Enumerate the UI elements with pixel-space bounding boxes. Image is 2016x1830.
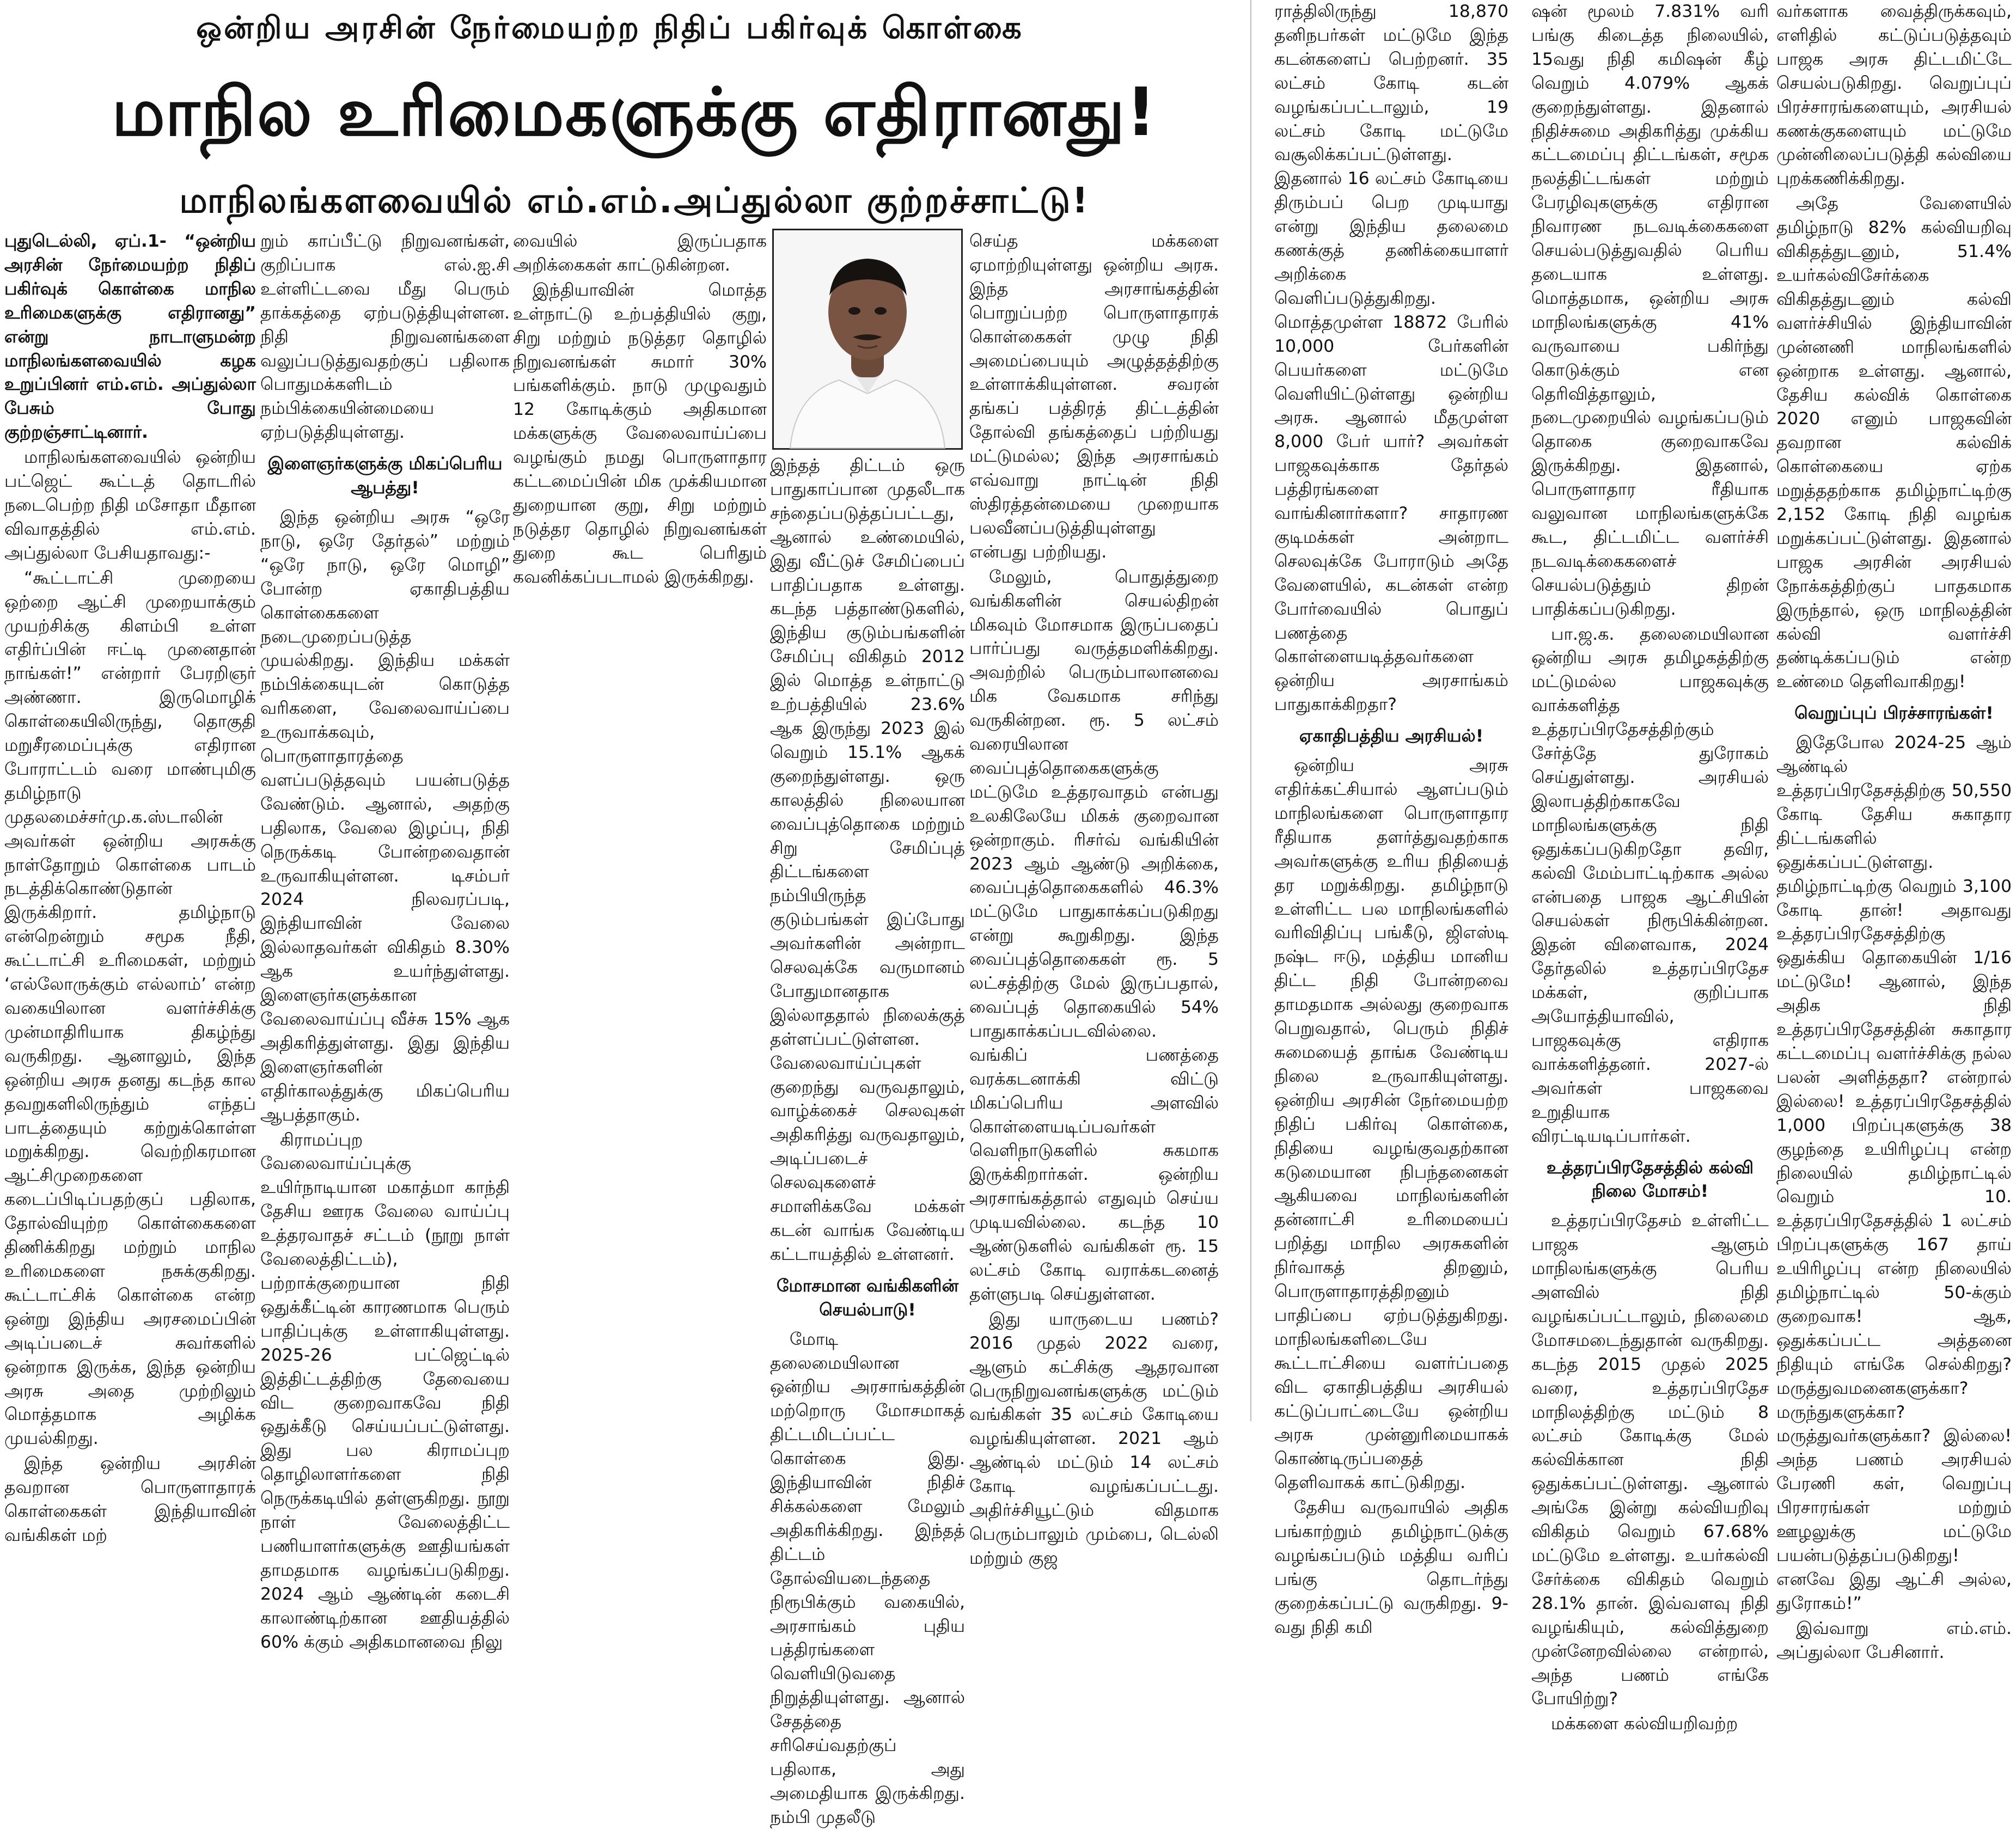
subheading: மோசமான வங்கிகளின் செயல்பாடு!	[777, 1276, 958, 1320]
article-column-4	[770, 454, 965, 1827]
column-divider	[1250, 0, 1251, 1421]
lead-paragraph: புதுடெல்லி, ஏப்.1- “ஒன்றிய அரசின் நேர்மையற்ற நிதிப் பகிர்வுக் கொள்கை மாநில உரிமைகளுக்கு எதிரானது” என்று நாடாளுமன்ற மாநிலங்களவையில் கழக உறுப்பினர் எம்.எம். அப்துல்லா பேசும் போது குற்றஞ்சாட்டினார்.	[4, 231, 256, 443]
paragraph: பா.ஜ.க. தலைமையிலான ஒன்றிய அரசு தமிழகத்திற்கு மட்டுமல்ல பாஜகவுக்கு வாக்களித்த உத்தரப்பிரதேசத்திற்கும் சேர்த்தே துரோகம் செய்துள்ளது. அரசியல் இலாபத்திற்காகவே மாநிலங்களுக்கு நிதி ஒதுக்கப்படுகிறதோ தவிர, கல்வி மேம்பாட்டிற்காக அல்ல என்பதை பாஜக ஆட்சியின் செயல்கள் நிரூபிக்கின்றன. இதன் விளைவாக, 2024 தேர்தலில் உத்தரப்பிரதேச மக்கள், குறிப்பாக அயோத்தியாவில், பாஜகவுக்கு எதிராக வாக்களித்தனர். 2027-ல் அவர்கள் பாஜகவை உறுதியாக விரட்டியடிப்பார்கள்.	[1531, 624, 1769, 1146]
paragraph: “கூட்டாட்சி முறையை ஒற்றை ஆட்சி முறையாக்கும் முயற்சிக்கு கிளம்பி உள்ள எதிர்ப்பின் ஈட்டி முனைதான் நாங்கள்!” என்றார் பேரறிஞர் அண்ணா. இருமொழிக் கொள்கையிலிருந்து, தொகுதி மறுசீரமைப்புக்கு எதிரான போராட்டம் வரை மாண்புமிகு தமிழ்நாடு முதலமைச்சர்மு.க.ஸ்டாலின் அவர்கள் ஒன்றிய அரசுக்கு நாள்தோறும் கொள்கை பாடம் நடத்திக்கொண்டுதான் இருக்கிறார். தமிழ்நாடு என்றென்றும் சமூக நீதி, கூட்டாட்சி உரிமைகள், மற்றும் ‘எல்லோருக்கும் எல்லாம்’ என்ற வகையிலான வளர்ச்சிக்கு முன்மாதிரியாக திகழ்ந்து வருகிறது. ஆனாலும், இந்த ஒன்றிய அரசு தனது கடந்த கால தவறுகளிலிருந்தும் எந்தப் பாடத்தையும் கற்றுக்கொள்ள மறுக்கிறது. வெற்றிகரமான ஆட்சிமுறைகளை கடைப்பிடிப்பதற்குப் பதிலாக, தோல்வியுற்ற கொள்கைகளை திணிக்கிறது மற்றும் மாநில உரிமைகளை நசுக்குகிறது. கூட்டாட்சிக் கொள்கை என்ற ஒன்று இந்திய அரசமைப்பின் அடிப்படைச் சுவர்களில் ஒன்றாக இருக்க, இந்த ஒன்றிய அரசு அதை முற்றிலும் மொத்தமாக அழிக்க முயல்கிறது.	[4, 568, 256, 1449]
paragraph: இதேபோல 2024-25 ஆம் ஆண்டில் உத்தரப்பிரதேசத்திற்கு 50,550 கோடி தேசிய சுகாதார திட்டங்களில் ஒதுக்கப்பட்டுள்ளது. தமிழ்நாட்டிற்கு வெறும் 3,100 கோடி தான்! அதாவது உத்தரப்பிரதேசத்திற்கு ஒதுக்கிய தொகையின் 1/16 மட்டுமே! ஆனால், இந்த அதிக நிதி உத்தரப்பிரதேசத்தின் சுகாதார கட்டமைப்பு வளர்ச்சிக்கு நல்ல பலன் அளித்ததா? என்றால் இல்லை! உத்தரப்பிரதேசத்தில் 1,000 பிறப்புகளுக்கு 38 குழந்தை உயிரிழப்பு என்ற நிலையில் தமிழ்நாட்டில் வெறும் 10. உத்தரப்பிரதேசத்தில் 1 லட்சம் பிறப்புகளுக்கு 167 தாய் உயிரிழப்பு என்ற நிலையில் தமிழ்நாட்டில் 50-க்கும் குறைவாக! ஆக, ஒதுக்கப்பட்ட அத்தனை நிதியும் எங்கே செல்கிறது? மருத்துவமனைகளுக்கா? மருந்துகளுக்கா? மருத்துவர்களுக்கா? இல்லை! அந்த பணம் அரசியல் பேரணி கள், வெறுப்பு பிரசாரங்கள் மற்றும் ஊழலுக்கு மட்டுமே பயன்படுத்தப்படுகிறது! எனவே இது ஆட்சி அல்ல, துரோகம்!”	[1776, 733, 2012, 1613]
subheading: இளைஞர்களுக்கு மிகப்பெரிய ஆபத்து!	[267, 454, 503, 498]
paragraph: உத்தரப்பிரதேசம் உள்ளிட்ட பாஜக ஆளும் மாநிலங்களுக்கு பெரிய அளவில் நிதி வழங்கப்பட்டாலும், நிலைமை மோசமடைந்துதான் வருகிறது. கடந்த 2015 முதல் 2025 வரை, உத்தரப்பிரதேச மாநிலத்திற்கு மட்டும் 8 லட்சம் கோடிக்கு மேல் கல்விக்கான நிதி ஒதுக்கப்பட்டுள்ளது. ஆனால் அங்கே இன்று கல்வியறிவு விகிதம் வெறும் 67.68% மட்டுமே உள்ளது. உயர்கல்வி சேர்க்கை விகிதம் வெறும் 28.1% தான். இவ்வளவு நிதி வழங்கியும், கல்வித்துறை முன்னேறவில்லை என்றால், அந்த பணம் எங்கே போயிற்று?	[1531, 1211, 1769, 1709]
paragraph: ஷன் மூலம் 7.831% வரி பங்கு கிடைத்த நிலையில், 15வது நிதி கமிஷன் கீழ் வெறும் 4.079% ஆகக் குறைந்துள்ளது. இதனால் நிதிச்சுமை அதிகரித்து முக்கிய கட்டமைப்பு திட்டங்கள், சமூக நலத்திட்டங்கள் மற்றும் பேரழிவுகளுக்கு எதிரான நிவாரண நடவடிக்கைகளை செயல்படுத்துவதில் பெரிய தடையாக உள்ளது. மொத்தமாக, ஒன்றிய அரசு மாநிலங்களுக்கு 41% வருவாயை பகிர்ந்து கொடுக்கும் என தெரிவித்தாலும், நடைமுறையில் வழங்கப்படும் தொகை குறைவாகவே இருக்கிறது. இதனால், பொருளாதார ரீதியாக வலுவான மாநிலங்களுக்கே கூட, திட்டமிட்ட வளர்ச்சி நடவடிக்கைகளைச் செயல்படுத்தும் திறன் பாதிக்கப்படுகிறது.	[1531, 2, 1769, 619]
paragraph: இந்தியாவின் மொத்த உள்நாட்டு உற்பத்தியில் குறு, சிறு மற்றும் நடுத்தர தொழில் நிறுவனங்கள் சுமார் 30% பங்களிக்கும். நாடு முழுவதும் 12 கோடிக்கும் அதிகமான மக்களுக்கு வேலைவாய்ப்பை வழங்கும் நமது பொருளாதார கட்டமைப்பின் மிக முக்கியமான துறையான குறு, சிறு மற்றும் நடுத்தர தொழில் நிறுவனங்கள் துறை கூட பெரிதும் கவனிக்கப்படாமல் இருக்கிறது.	[513, 280, 767, 587]
portrait-illustration	[774, 230, 961, 448]
paragraph: கிராமப்புற வேலைவாய்ப்புக்கு உயிர்நாடியான மகாத்மா காந்தி தேசிய ஊரக வேலை வாய்ப்பு உத்தரவாதச் சட்டம் (நூறு நாள் வேலைத்திட்டம்), பற்றாக்குறையான நிதி ஒதுக்கீட்டின் காரணமாக பெரும் பாதிப்புக்கு உள்ளாகியுள்ளது. 2025-26 பட்ஜெட்டில் இத்திட்டத்திற்கு தேவையை விட குறைவாகவே நிதி ஒதுக்கீடு செய்யப்பட்டுள்ளது. இது பல கிராமப்புற தொழிலாளர்களை நிதி நெருக்கடியில் தள்ளுகிறது. நூறு நாள் வேலைத்திட்ட பணியாளர்களுக்கு ஊதியங்கள் தாமதமாக வழங்கப்படுகிறது. 2024 ஆம் ஆண்டின் கடைசி காலாண்டிற்கான ஊதியத்தில் 60% க்கும் அதிகமானவை நிலு	[260, 1130, 510, 1652]
subheading: வெறுப்புப் பிரச்சாரங்கள்!	[1794, 703, 1994, 724]
headline: மாநில உரிமைகளுக்கு எதிரானது!	[111, 74, 1158, 151]
kicker-line: ஒன்றிய அரசின் நேர்மையற்ற நிதிப் பகிர்வுக் கொள்கை	[196, 10, 1024, 46]
paragraph: தேசிய வருவாயில் அதிக பங்காற்றும் தமிழ்நாட்டுக்கு வழங்கப்படும் மத்திய வரிப் பங்கு தொடர்ந்து குறைக்கப்பட்டு வருகிறது. 9-வது நிதி கமி	[1274, 1498, 1508, 1637]
article-column-5	[969, 230, 1219, 1568]
paragraph: இந்த ஒன்றிய அரசு “ஒரே நாடு, ஒரே தேர்தல்” மற்றும் “ஒரே நாடு, ஒரே மொழி” போன்ற ஏகாதிபத்திய கொள்கைகளை நடைமுறைப்படுத்த முயல்கிறது. இந்திய மக்கள் நம்பிக்கையுடன் கொடுத்த வரிகளை, வேலைவாய்ப்பை உருவாக்கவும், பொருளாதாரத்தை வளப்படுத்தவும் பயன்படுத்த வேண்டும். ஆனால், அதற்கு பதிலாக, வேலை இழப்பு, நிதி நெருக்கடி போன்றவைதான் உருவாகியுள்ளன. டிசம்பர் 2024 நிலவரப்படி, இந்தியாவின் வேலை இல்லாதவர்கள் விகிதம் 8.30% ஆக உயர்ந்துள்ளது. இளைஞர்களுக்கான வேலைவாய்ப்பு வீச்சு 15% ஆக அதிகரித்துள்ளது. இது இந்திய இளைஞர்களின் எதிர்காலத்துக்கு மிகப்பெரிய ஆபத்தாகும்.	[260, 507, 510, 1125]
article-column-1	[4, 230, 256, 1545]
paragraph: மோடி தலைமையிலான ஒன்றிய அரசாங்கத்தின் மற்றொரு மோசமாகத் திட்டமிடப்பட்ட கொள்கை இது. இந்தியாவின் நிதிச் சிக்கல்களை மேலும் அதிகரிக்கிறது. இந்தத் திட்டம் தோல்வியடைந்ததை நிரூபிக்கும் வகையில், அரசாங்கம் புதிய பத்திரங்களை வெளியிடுவதை நிறுத்தியுள்ளது. ஆனால் சேதத்தை சரிசெய்வதற்குப் பதிலாக, அது அமைதியாக இருக்கிறது. நம்பி முதலீடு	[770, 1329, 965, 1827]
paragraph: அதே வேளையில் தமிழ்நாடு 82% கல்வியறிவு விகிதத்துடனும், 51.4% உயர்கல்விசேர்க்கை விகிதத்துடனும் கல்வி வளர்ச்சியில் இந்தியாவின் முன்னணி மாநிலங்களில் ஒன்றாக உள்ளது. ஆனால், தேசிய கல்விக் கொள்கை 2020 எனும் பாஜகவின் தவறான கல்விக் கொள்கையை ஏற்க மறுத்ததற்காக தமிழ்நாட்டிற்கு 2,152 கோடி நிதி வழங்க மறுக்கப்பட்டுள்ளது. இதனால் பாஜக அரசின் அரசியல் நோக்கத்திற்குப் பாதகமாக இருந்தால், ஒரு மாநிலத்தின் கல்வி வளர்ச்சி தண்டிக்கப்படும் என்ற உண்மை தெளிவாகிறது!	[1776, 194, 2012, 692]
article-column-8	[1776, 0, 2012, 1662]
subheading: உத்தரப்பிரதேசத்தில் கல்வி நிலை மோசம்!	[1546, 1158, 1754, 1202]
paragraph: இந்தத் திட்டம் ஒரு பாதுகாப்பான முதலீடாக சந்தைப்படுத்தப்பட்டது, ஆனால் உண்மையில், இது வீட்டுச் சேமிப்பைப் பாதிப்பதாக உள்ளது. கடந்த பத்தாண்டுகளில், இந்திய குடும்பங்களின் சேமிப்பு விகிதம் 2012 இல் மொத்த உள்நாட்டு உற்பத்தியில் 23.6% ஆக இருந்து 2023 இல் வெறும் 15.1% ஆகக் குறைந்துள்ளது. ஒரு காலத்தில் நிலையான வைப்புத்தொகை மற்றும் சிறு சேமிப்புத் திட்டங்களை நம்பியிருந்த குடும்பங்கள் இப்போது அவர்களின் அன்றாட செலவுக்கே வருமானம் போதுமானதாக இல்லாததால் நிலைக்குத் தள்ளப்பட்டுள்ளன. வேலைவாய்ப்புகள் குறைந்து வருவதாலும், வாழ்க்கைச் செலவுகள் அதிகரித்து வருவதாலும், அடிப்படைச் செலவுகளைச் சமாளிக்கவே மக்கள் கடன் வாங்க வேண்டிய கட்டாயத்தில் உள்ளனர்.	[770, 456, 965, 1264]
paragraph: ஒன்றிய அரசு எதிர்க்கட்சியால் ஆளப்படும் மாநிலங்களை பொருளாதார ரீதியாக தளர்த்துவதற்காக அவர்களுக்கு உரிய நிதியைத் தர மறுக்கிறது. தமிழ்நாடு உள்ளிட்ட பல மாநிலங்களில் வரிவிதிப்பு பங்கீடு, ஜிஎஸ்டி நஷ்ட ஈடு, மத்திய மானிய திட்ட நிதி போன்றவை தாமதமாக அல்லது குறைவாக பெறுவதால், பெரும் நிதிச் சுமையைத் தாங்க வேண்டிய நிலை உருவாகியுள்ளது. ஒன்றிய அரசின் நேர்மையற்ற நிதிப் பகிர்வு கொள்கை, நிதியை வழங்குவதற்கான கடுமையான நிபந்தனைகள் ஆகியவை மாநிலங்களின் தன்னாட்சி உரிமையைப் பறித்து மாநில அரசுகளின் நிர்வாகத் திறனும், பொருளாதாரத்திறனும் பாதிப்பை ஏற்படுத்துகிறது. மாநிலங்களிடையே கூட்டாட்சியை வளர்ப்பதை விட ஏகாதிபத்திய அரசியல் கட்டுப்பாட்டையே ஒன்றிய அரசு முன்னுரிமையாகக் கொண்டிருப்பதைத் தெளிவாகக் காட்டுகிறது.	[1274, 756, 1508, 1493]
article-column-7	[1531, 0, 1769, 1734]
paragraph: இவ்வாறு எம்.எம். அப்துல்லா பேசினார்.	[1776, 1618, 2012, 1662]
paragraph: மக்களை கல்வியறிவற்ற	[1551, 1714, 1738, 1734]
paragraph: வர்களாக வைத்திருக்கவும், எளிதில் கட்டுப்படுத்தவும் பாஜக அரசு திட்டமிட்டே செயல்படுகிறது. வெறுப்புப் பிரச்சாரங்களையும், அரசியல் கணக்குகளையும் மட்டுமே முன்னிலைப்படுத்தி கல்வியை புறக்கணிக்கிறது.	[1776, 2, 2012, 189]
paragraph: வையில் இருப்பதாக அறிக்கைகள் காட்டுகின்றன.	[513, 231, 767, 275]
article-column-2	[260, 230, 510, 1652]
paragraph: இது யாருடைய பணம்? 2016 முதல் 2022 வரை, ஆளும் கட்சிக்கு ஆதரவான பெருநிறுவனங்களுக்கு மட்டும் வங்கிகள் 35 லட்சம் கோடியை வழங்கியுள்ளன. 2021 ஆம் ஆண்டில் மட்டும் 14 லட்சம் கோடி வழங்கப்பட்டது. அதிர்ச்சியூட்டும் விதமாக பெரும்பாலும் மும்பை, டெல்லி மற்றும் குஜ	[969, 1309, 1219, 1568]
paragraph: மாநிலங்களவையில் ஒன்றிய பட்ஜெட் கூட்டத் தொடரில் நடைபெற்ற நிதி மசோதா மீதான விவாதத்தில் எம்.எம். அப்துல்லா பேசியதாவது:-	[4, 448, 256, 563]
article-column-3	[513, 230, 767, 1417]
paragraph: ராத்திலிருந்து 18,870 தனிநபர்கள் மட்டுமே இந்த கடன்களைப் பெற்றனர். 35 லட்சம் கோடி கடன் வழங்கப்பட்டாலும், 19 லட்சம் கோடி மட்டுமே வசூலிக்கப்பட்டுள்ளது. இதனால் 16 லட்சம் கோடியை திரும்பப் பெற முடியாது என்று இந்திய தலைமை கணக்குத் தணிக்கையாளர் அறிக்கை வெளிப்படுத்துகிறது. மொத்தமுள்ள 18872 பேரில் 10,000 பேர்களின் பெயர்களை மட்டுமே வெளியிட்டுள்ளது ஒன்றிய அரசு. ஆனால் மீதமுள்ள 8,000 பேர் யார்? அவர்கள் பாஜகவுக்காக தேர்தல் பத்திரங்களை வாங்கினார்களா? சாதாரண குடிமக்கள் அன்றாட செலவுக்கே போராடும் அதே வேளையில், கடன்கள் என்ற போர்வையில் பொதுப் பணத்தை கொள்ளையடித்தவர்களை ஒன்றிய அரசாங்கம் பாதுகாக்கிறதா?	[1274, 2, 1508, 715]
photo-portrait	[772, 229, 963, 450]
subheading: ஏகாதிபத்திய அரசியல்!	[1299, 726, 1484, 746]
paragraph: செய்த மக்களை ஏமாற்றியுள்ளது ஒன்றிய அரசு. இந்த அரசாங்கத்தின் பொறுப்பற்ற பொருளாதாரக் கொள்கைகள் முழு நிதி அமைப்பையும் அழுத்தத்திற்கு உள்ளாக்கியுள்ளன. சவரன் தங்கப் பத்திரத் திட்டத்தின் தோல்வி தங்கத்தைப் பற்றியது மட்டுமல்ல; இந்த அரசாங்கம் எவ்வாறு நாட்டின் நிதி ஸ்திரத்தன்மையை முறையாக பலவீனப்படுத்தியுள்ளது என்பது பற்றியது.	[969, 231, 1219, 562]
article-column-6	[1274, 0, 1508, 1637]
paragraph: இந்த ஒன்றிய அரசின் தவறான பொருளாதாரக் கொள்கைகள் இந்தியாவின் வங்கிகள் மற்	[4, 1454, 256, 1545]
subheadline: மாநிலங்களவையில் எம்.எம்.அப்துல்லா குற்றச்சாட்டு!	[179, 181, 1090, 221]
paragraph: றும் காப்பீட்டு நிறுவனங்கள், குறிப்பாக எல்.ஐ.சி உள்ளிட்டவை மீது பெரும் தாக்கத்தை ஏற்படுத்தியுள்ளன. நிதி நிறுவனங்களை வலுப்படுத்துவதற்குப் பதிலாக பொதுமக்களிடம் நம்பிக்கையின்மையை ஏற்படுத்தியுள்ளது.	[260, 231, 510, 443]
paragraph: மேலும், பொதுத்துறை வங்கிகளின் செயல்திறன் மிகவும் மோசமாக இருப்பதைப் பார்ப்பது வருத்தமளிக்கிறது. அவற்றில் பெரும்பாலானவை மிக வேகமாக சரிந்து வருகின்றன. ரூ. 5 லட்சம் வரையிலான வைப்புத்தொகைகளுக்கு மட்டுமே உத்தரவாதம் என்பது உலகிலேயே மிகக் குறைவான ஒன்றாகும். ரிசர்வ் வங்கியின் 2023 ஆம் ஆண்டு அறிக்கை, வைப்புத்தொகைகளில் 46.3% மட்டுமே பாதுகாக்கப்படுகிறது என்று கூறுகிறது. இந்த வைப்புத்தொகைகள் ரூ. 5 லட்சத்திற்கு மேல் இருப்பதால், வைப்புத் தொகையில் 54% பாதுகாக்கப்படவில்லை. வங்கிப் பணத்தை வரக்கடனாக்கி விட்டு மிகப்பெரிய அளவில் கொள்ளையடிப்பவர்கள் வெளிநாடுகளில் சுகமாக இருக்கிறார்கள். ஒன்றிய அரசாங்கத்தால் எதுவும் செய்ய முடியவில்லை. கடந்த 10 ஆண்டுகளில் வங்கிகள் ரூ. 15 லட்சம் கோடி வராக்கடனைத் தள்ளுபடி செய்துள்ளன.	[969, 567, 1219, 1304]
